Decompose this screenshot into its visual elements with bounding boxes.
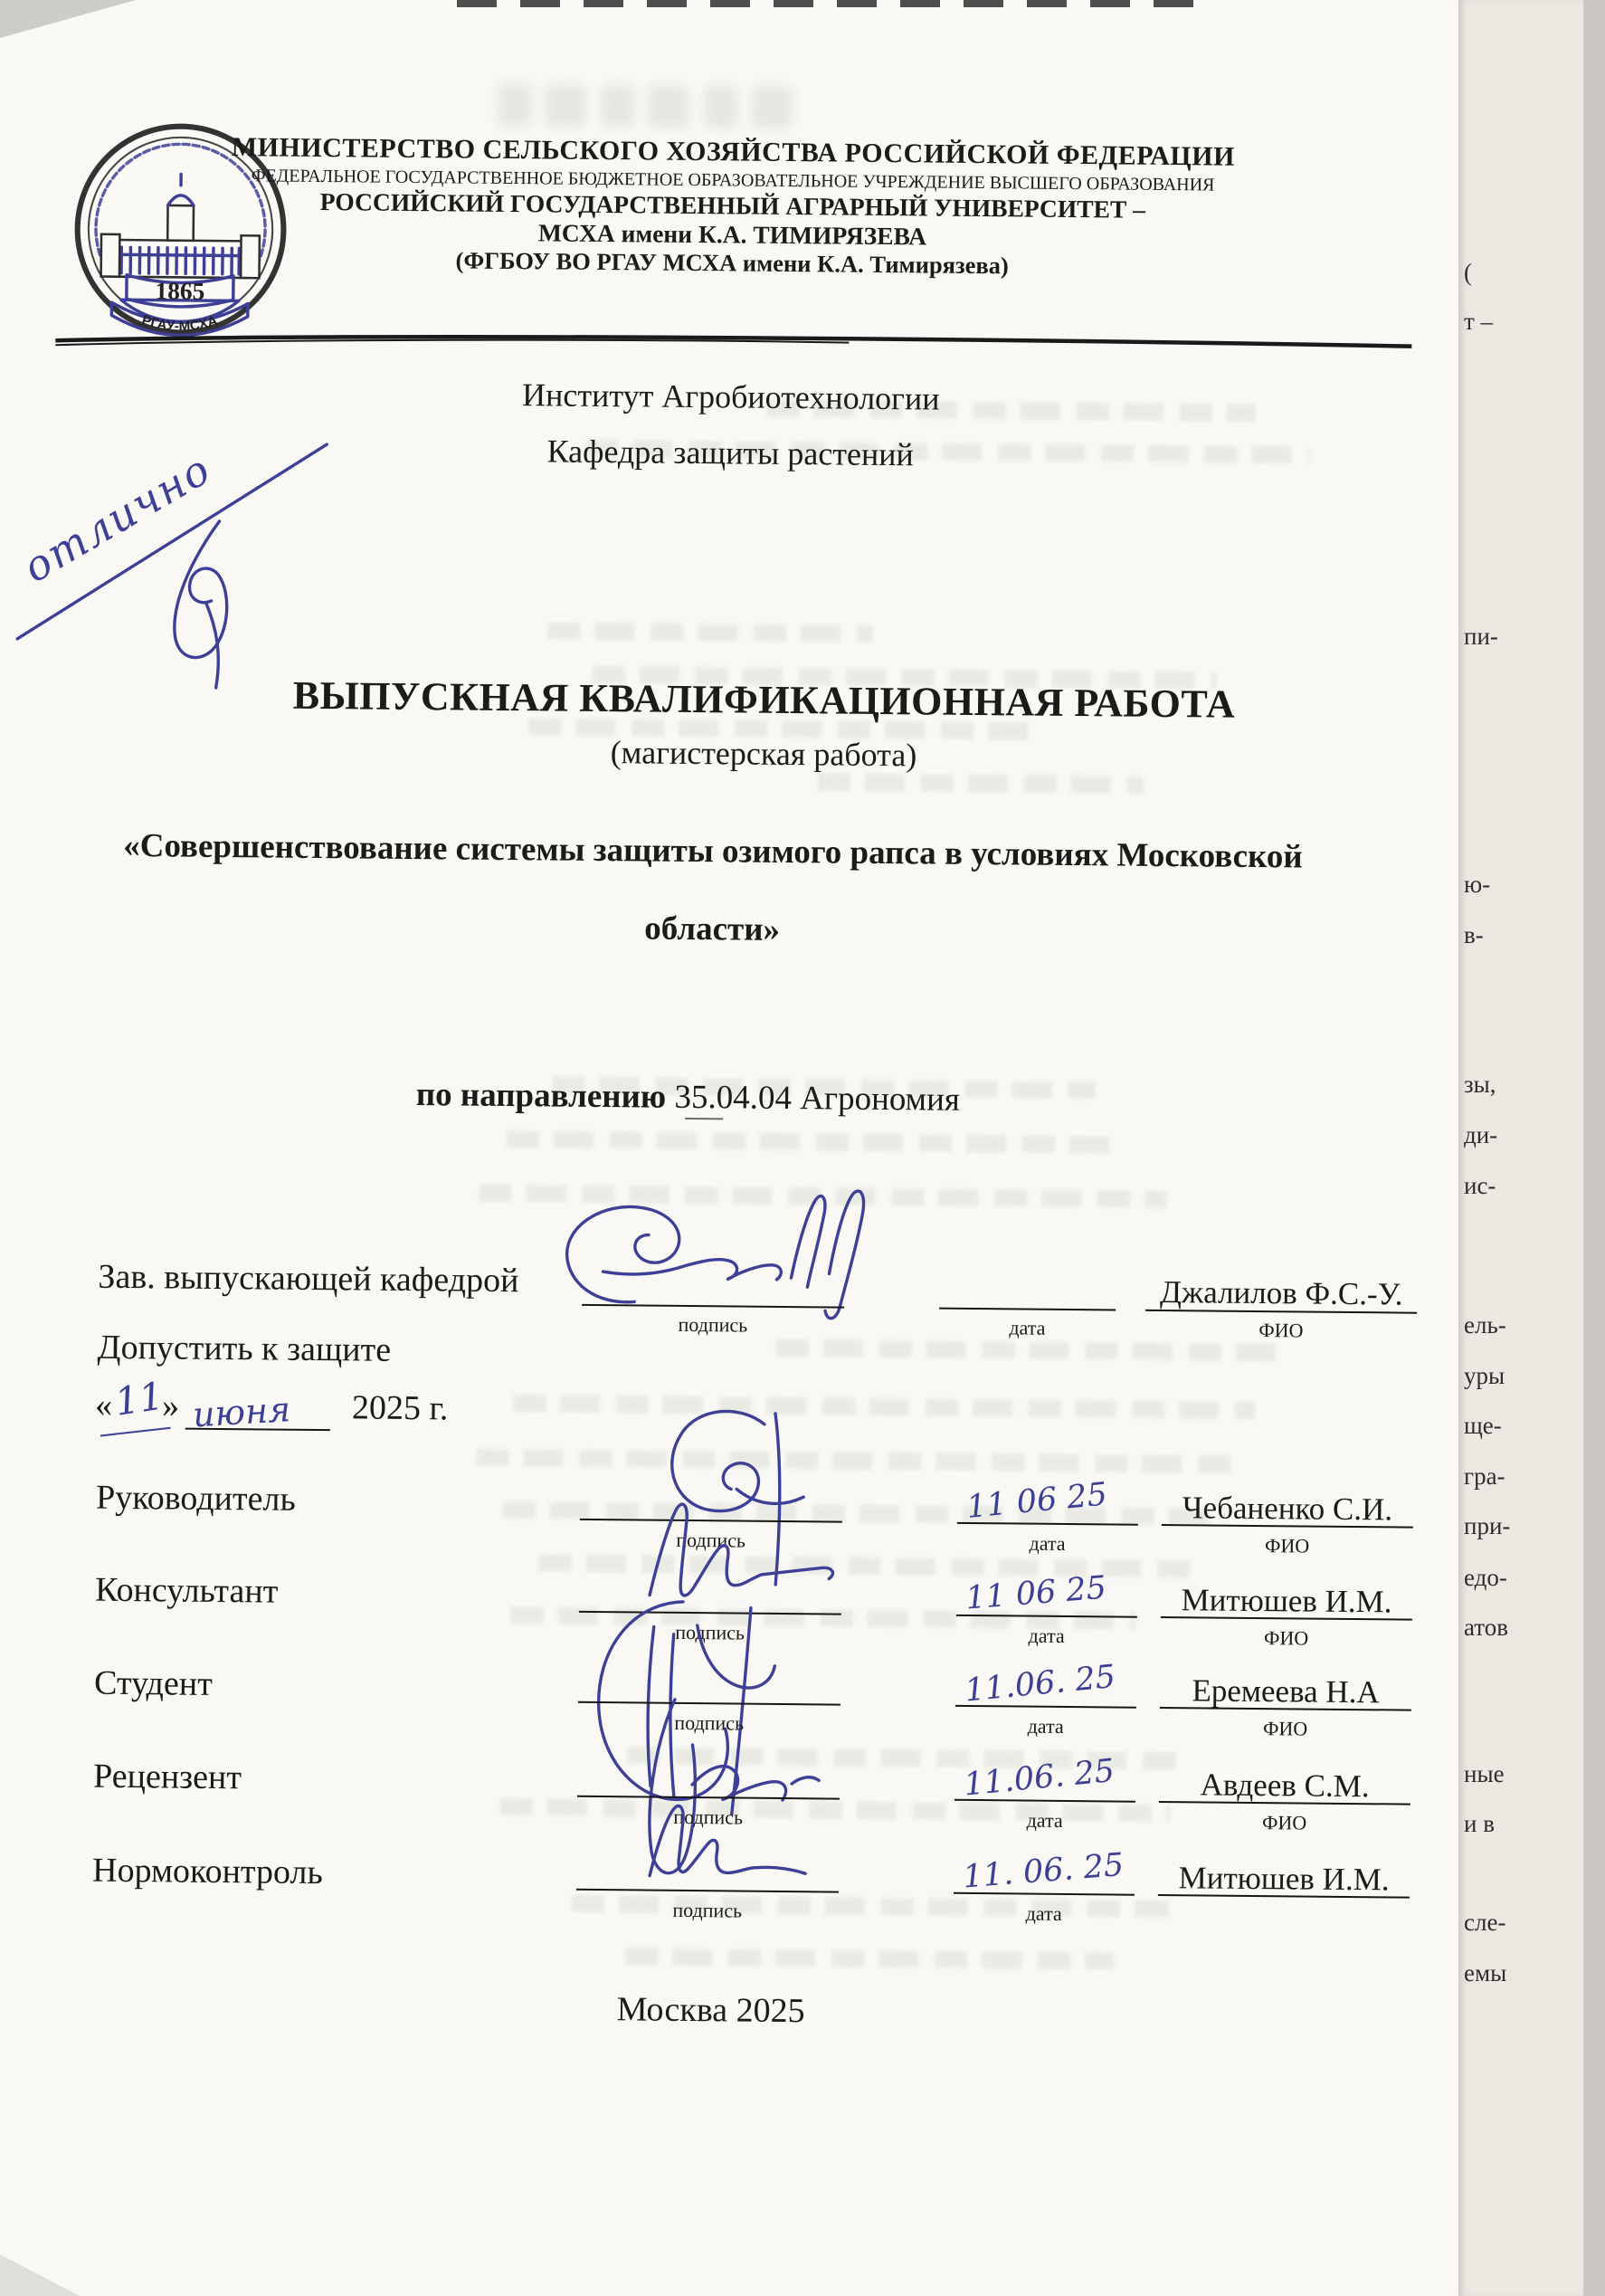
handwritten-date: 11 06 25 bbox=[964, 1569, 1108, 1617]
handwritten-day: 11 bbox=[111, 1373, 166, 1424]
edge-text-fragment: в- bbox=[1464, 921, 1484, 948]
row-role-label: Студент bbox=[93, 1663, 214, 1703]
edge-text-fragment: ю- bbox=[1464, 871, 1491, 898]
head-signature bbox=[548, 1185, 938, 1322]
direction-underline-mark bbox=[685, 1118, 723, 1119]
date-line bbox=[939, 1308, 1116, 1311]
edge-text-fragment: пи- bbox=[1464, 623, 1498, 650]
edge-text-fragment: и в bbox=[1464, 1810, 1495, 1837]
work-type-title: ВЫПУСКНАЯ КВАЛИФИКАЦИОННАЯ РАБОТА bbox=[292, 672, 1236, 727]
signature-sublabel: подпись bbox=[673, 1805, 744, 1829]
edge-text-fragment: ди- bbox=[1464, 1121, 1498, 1148]
handwritten-date: 11.06. 25 bbox=[963, 1658, 1117, 1710]
row-role-label: Рецензент bbox=[92, 1757, 242, 1797]
university-name: РОССИЙСКИЙ ГОСУДАРСТВЕННЫЙ АГРАРНЫЙ УНИВЕРСИТЕТ – bbox=[319, 186, 1146, 224]
day-strike bbox=[100, 1427, 171, 1437]
header-divider bbox=[52, 324, 1419, 362]
quote-open: « bbox=[94, 1386, 113, 1424]
edge-text-fragment: сле- bbox=[1464, 1909, 1506, 1936]
row-role-label: Консультант bbox=[94, 1570, 279, 1611]
edge-text-fragment: при- bbox=[1464, 1512, 1511, 1539]
work-subtype: (магистерская работа) bbox=[610, 734, 917, 774]
bleed-through-smudge bbox=[499, 84, 806, 129]
university-name-2: МСХА имени К.А. ТИМИРЯЗЕВА bbox=[537, 218, 927, 251]
name-sublabel: ФИО bbox=[1262, 1717, 1308, 1740]
bleed-through-line bbox=[776, 1339, 1283, 1361]
signature-sublabel: подпись bbox=[676, 1528, 746, 1552]
name-sublabel: ФИО bbox=[1264, 1534, 1310, 1558]
edge-text-fragment: ные bbox=[1464, 1760, 1505, 1787]
direction-value: 35.04.04 Агрономия bbox=[674, 1078, 961, 1119]
edge-text-fragment: емы bbox=[1464, 1959, 1507, 1986]
name-sublabel: ФИО bbox=[1258, 1319, 1304, 1342]
bleed-through-line bbox=[547, 622, 873, 642]
bleed-through-line bbox=[625, 1948, 1114, 1969]
head-of-department-label: Зав. выпускающей кафедрой bbox=[98, 1257, 519, 1300]
signature-sublabel: подпись bbox=[674, 1710, 745, 1735]
city-year-footer: Москва 2025 bbox=[616, 1990, 805, 2031]
admit-to-defense-label: Допустить к защите bbox=[97, 1328, 392, 1369]
row-person-name: Чебаненко С.И. bbox=[1182, 1490, 1393, 1528]
handwritten-date: 11 06 25 bbox=[964, 1476, 1109, 1526]
edge-text-fragment: ель- bbox=[1464, 1311, 1506, 1339]
handwritten-date: 11. 06. 25 bbox=[961, 1846, 1125, 1896]
edge-text-fragment: гра- bbox=[1464, 1462, 1505, 1490]
date-sublabel: дата bbox=[1029, 1531, 1066, 1555]
direction-label: по направлению bbox=[415, 1076, 667, 1116]
date-sublabel: дата bbox=[1026, 1808, 1063, 1832]
edge-text-fragment: едо- bbox=[1464, 1564, 1507, 1591]
edge-text-fragment: уры bbox=[1464, 1362, 1505, 1389]
row-role-label: Нормоконтроль bbox=[91, 1851, 323, 1892]
row-person-name: Митюшев И.М. bbox=[1178, 1860, 1390, 1898]
name-sublabel: ФИО bbox=[1261, 1811, 1307, 1834]
handwritten-month: июня bbox=[191, 1389, 292, 1435]
row-person-name: Авдеев С.М. bbox=[1200, 1767, 1370, 1805]
signature-sublabel: подпись bbox=[678, 1312, 748, 1337]
bleed-through-line bbox=[507, 1130, 1122, 1154]
edge-text-fragment: зы, bbox=[1464, 1071, 1496, 1098]
date-sublabel: дата bbox=[1028, 1624, 1065, 1647]
bleed-through-line bbox=[818, 773, 1144, 793]
study-direction bbox=[0, 1072, 1375, 1124]
handwritten-date: 11.06. 25 bbox=[962, 1752, 1116, 1804]
signature-sublabel: подпись bbox=[675, 1620, 746, 1644]
name-sublabel: ФИО bbox=[1263, 1626, 1309, 1650]
emblem-ribbon-text: РГАУ-МСХА bbox=[139, 312, 220, 335]
row-person-name: Еремеева Н.А bbox=[1192, 1672, 1380, 1710]
handwritten-grade: отлично bbox=[14, 443, 220, 593]
department-name: Кафедра защиты растений bbox=[546, 433, 914, 473]
edge-text-fragment: ще- bbox=[1464, 1412, 1502, 1439]
thesis-title-line2: области» bbox=[644, 910, 781, 948]
quote-close: » bbox=[161, 1386, 180, 1425]
thesis-title-line1: «Совершенствование системы защиты озимого рапса в условиях Московской bbox=[123, 826, 1303, 876]
edge-text-fragment: ис- bbox=[1464, 1172, 1496, 1199]
date-sublabel: дата bbox=[1009, 1316, 1046, 1339]
edge-text-fragment: ( bbox=[1464, 259, 1472, 286]
date-sublabel: дата bbox=[1027, 1714, 1064, 1738]
edge-text-fragment: т – bbox=[1464, 308, 1494, 335]
letterhead bbox=[171, 131, 1294, 281]
grade-underline-and-signature bbox=[5, 364, 351, 693]
ministry-line: МИНИСТЕРСТВО СЕЛЬСКОГО ХОЗЯЙСТВА РОССИЙСКОЙ ФЕДЕРАЦИИ bbox=[231, 132, 1236, 172]
signature-sublabel: подпись bbox=[672, 1898, 743, 1922]
institution-type: ФЕДЕРАЛЬНОЕ ГОСУДАРСТВЕННОЕ БЮДЖЕТНОЕ ОБРАЗОВАТЕЛЬНОЕ УЧРЕЖДЕНИЕ ВЫСШЕГО ОБРАЗОВАНИЯ bbox=[251, 166, 1215, 195]
row-role-label: Руководитель bbox=[95, 1478, 296, 1519]
bleed-through-line bbox=[513, 1395, 1255, 1419]
head-name: Джалилов Ф.С.-У. bbox=[1159, 1273, 1403, 1312]
university-abbrev: (ФГБОУ ВО РГАУ МСХА имени К.А. Тимирязева) bbox=[455, 246, 1009, 280]
emblem-year: 1865 bbox=[155, 277, 205, 306]
normcontrol-signature bbox=[626, 1792, 844, 1901]
year-label: 2025 г. bbox=[351, 1388, 449, 1428]
date-sublabel: дата bbox=[1025, 1901, 1062, 1925]
row-person-name: Митюшев И.М. bbox=[1181, 1582, 1392, 1620]
edge-text-fragment: атов bbox=[1464, 1614, 1508, 1641]
institute-name: Институт Агробиотехнологии bbox=[521, 376, 940, 417]
